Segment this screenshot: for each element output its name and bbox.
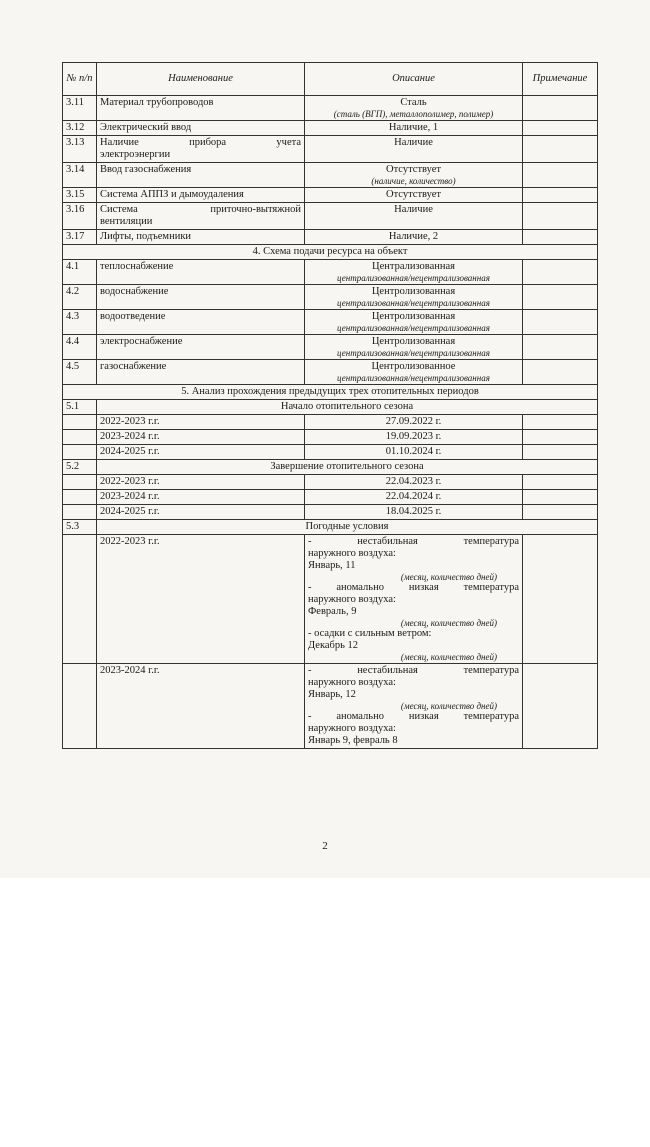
row-note	[523, 136, 598, 163]
value-hint: централизованная/нецентрализованная	[337, 323, 490, 333]
row-note	[523, 535, 598, 664]
row-note	[523, 475, 598, 490]
value-text: Центролизованная	[371, 311, 456, 322]
row-date: 27.09.2022 г.	[305, 415, 523, 430]
weather-line: Январь, 12	[308, 689, 356, 700]
row-note	[523, 163, 598, 188]
table-row	[63, 310, 598, 335]
row-date: 22.04.2023 г.	[305, 475, 523, 490]
weather-description	[305, 535, 523, 664]
row-num: 3.14	[63, 163, 97, 188]
row-note	[523, 490, 598, 505]
value-hint: (сталь (ВГП), металлополимер, полимер)	[333, 109, 494, 119]
section-5-title: 5. Анализ прохождения предыдущих трех отопительных периодов	[63, 385, 598, 400]
subsection-row	[63, 460, 598, 475]
row-num: 3.15	[63, 188, 97, 203]
row-name: Ввод газоснабжения	[97, 163, 305, 188]
row-name: электроснабжение	[97, 335, 305, 360]
row-note	[523, 230, 598, 245]
header-name: Наименование	[97, 63, 305, 96]
row-note	[523, 121, 598, 136]
value-text: Сталь	[400, 97, 427, 108]
row-num	[63, 445, 97, 460]
row-num: 3.16	[63, 203, 97, 230]
table-row	[63, 445, 598, 460]
row-note	[523, 335, 598, 360]
weather-line: - аномально низкая температура	[308, 711, 519, 722]
row-name: водоотведение	[97, 310, 305, 335]
row-num: 5.1	[63, 400, 97, 415]
row-num: 3.17	[63, 230, 97, 245]
weather-line: наружного воздуха:	[308, 723, 396, 734]
row-num	[63, 475, 97, 490]
row-note	[523, 260, 598, 285]
table-row	[63, 505, 598, 520]
row-value	[305, 260, 523, 285]
table-header	[63, 63, 598, 96]
row-value	[305, 163, 523, 188]
row-value: Наличие, 1	[305, 121, 523, 136]
row-note	[523, 203, 598, 230]
value-hint: централизованная/нецентрализованная	[337, 273, 490, 283]
table-row	[63, 163, 598, 188]
data-table	[62, 62, 598, 749]
name-line: Система приточно-вытяжной	[100, 204, 301, 215]
header-num: № п/п	[63, 63, 97, 96]
subsection-row	[63, 400, 598, 415]
header-desc: Описание	[305, 63, 523, 96]
row-note	[523, 505, 598, 520]
subsection-row	[63, 520, 598, 535]
row-value	[305, 310, 523, 335]
weather-hint: (месяц, количество дней)	[400, 618, 497, 628]
row-value: Наличие, 2	[305, 230, 523, 245]
table-row	[63, 415, 598, 430]
row-value	[305, 96, 523, 121]
row-num: 4.2	[63, 285, 97, 310]
name-line: вентиляции	[100, 216, 153, 227]
table-row	[63, 230, 598, 245]
row-note	[523, 360, 598, 385]
row-name: водоснабжение	[97, 285, 305, 310]
table-row	[63, 535, 598, 664]
row-value	[305, 285, 523, 310]
row-name: Система АППЗ и дымоудаления	[97, 188, 305, 203]
weather-line: наружного воздуха:	[308, 548, 396, 559]
subsection-title: Погодные условия	[97, 520, 598, 535]
weather-line: Январь 9, февраль 8	[308, 735, 398, 746]
row-period: 2023-2024 г.г.	[97, 430, 305, 445]
name-line: электроэнергии	[100, 149, 171, 160]
table-row	[63, 335, 598, 360]
row-date: 18.04.2025 г.	[305, 505, 523, 520]
table-row	[63, 96, 598, 121]
weather-line: - аномально низкая температура	[308, 582, 519, 593]
row-period: 2022-2023 г.г.	[97, 475, 305, 490]
row-value: Отсутствует	[305, 188, 523, 203]
row-note	[523, 96, 598, 121]
row-num: 3.13	[63, 136, 97, 163]
weather-hint: (месяц, количество дней)	[400, 572, 497, 582]
row-note	[523, 285, 598, 310]
row-period: 2022-2023 г.г.	[97, 415, 305, 430]
table-row	[63, 475, 598, 490]
row-num: 3.12	[63, 121, 97, 136]
weather-line: - нестабильная температура	[308, 536, 519, 547]
row-period: 2024-2025 г.г.	[97, 445, 305, 460]
table-row	[63, 260, 598, 285]
row-name	[97, 203, 305, 230]
weather-hint: (месяц, количество дней)	[400, 652, 497, 662]
table-row	[63, 203, 598, 230]
header-note: Примечание	[523, 63, 598, 96]
row-value	[305, 335, 523, 360]
value-hint: централизованная/нецентрализованная	[337, 298, 490, 308]
row-num	[63, 535, 97, 664]
page-number: 2	[322, 840, 328, 852]
row-num	[63, 490, 97, 505]
row-note	[523, 310, 598, 335]
table-row	[63, 360, 598, 385]
table-row	[63, 136, 598, 163]
weather-line: - нестабильная температура	[308, 665, 519, 676]
section-header	[63, 385, 598, 400]
row-note	[523, 445, 598, 460]
row-note	[523, 188, 598, 203]
row-period: 2024-2025 г.г.	[97, 505, 305, 520]
row-num	[63, 415, 97, 430]
row-num	[63, 664, 97, 749]
row-num	[63, 430, 97, 445]
row-date: 19.09.2023 г.	[305, 430, 523, 445]
name-line: Наличие прибора учета	[100, 137, 301, 148]
row-date: 01.10.2024 г.	[305, 445, 523, 460]
weather-description	[305, 664, 523, 749]
weather-hint: (месяц, количество дней)	[400, 701, 497, 711]
row-num: 4.4	[63, 335, 97, 360]
row-period: 2023-2024 г.г.	[97, 664, 305, 749]
subsection-title: Начало отопительного сезона	[97, 400, 598, 415]
section-4-title: 4. Схема подачи ресурса на объект	[63, 245, 598, 260]
row-name: Электрический ввод	[97, 121, 305, 136]
row-value: Наличие	[305, 203, 523, 230]
weather-line: Февраль, 9	[308, 606, 357, 617]
row-value: Наличие	[305, 136, 523, 163]
weather-line: наружного воздуха:	[308, 594, 396, 605]
row-name: газоснабжение	[97, 360, 305, 385]
value-text: Центролизованная	[371, 336, 456, 347]
table-row	[63, 490, 598, 505]
section-header	[63, 245, 598, 260]
weather-line: - осадки с сильным ветром:	[308, 628, 432, 639]
table-row	[63, 121, 598, 136]
row-num: 5.3	[63, 520, 97, 535]
row-num: 3.11	[63, 96, 97, 121]
row-period: 2023-2024 г.г.	[97, 490, 305, 505]
row-num: 4.1	[63, 260, 97, 285]
value-text: Центролизованная	[371, 286, 456, 297]
row-note	[523, 664, 598, 749]
value-text: Отсутствует	[386, 164, 441, 175]
row-num: 4.3	[63, 310, 97, 335]
row-num: 5.2	[63, 460, 97, 475]
row-name: Материал трубопроводов	[97, 96, 305, 121]
row-name	[97, 136, 305, 163]
row-note	[523, 415, 598, 430]
row-date: 22.04.2024 г.	[305, 490, 523, 505]
row-period: 2022-2023 г.г.	[97, 535, 305, 664]
value-text: Централизованная	[372, 261, 455, 272]
value-text: Центролизованное	[371, 361, 456, 372]
row-name: теплоснабжение	[97, 260, 305, 285]
table-row	[63, 188, 598, 203]
weather-line: Январь, 11	[308, 560, 356, 571]
row-name: Лифты, подъемники	[97, 230, 305, 245]
value-hint: (наличие, количество)	[371, 176, 456, 186]
table-row	[63, 430, 598, 445]
value-hint: централизованная/нецентрализованная	[337, 373, 490, 383]
weather-line: Декабрь 12	[308, 640, 359, 651]
value-hint: централизованная/нецентрализованная	[337, 348, 490, 358]
weather-line: наружного воздуха:	[308, 677, 396, 688]
table-row	[63, 285, 598, 310]
row-note	[523, 430, 598, 445]
subsection-title: Завершение отопительного сезона	[97, 460, 598, 475]
row-num: 4.5	[63, 360, 97, 385]
table-row	[63, 664, 598, 749]
row-value	[305, 360, 523, 385]
row-num	[63, 505, 97, 520]
